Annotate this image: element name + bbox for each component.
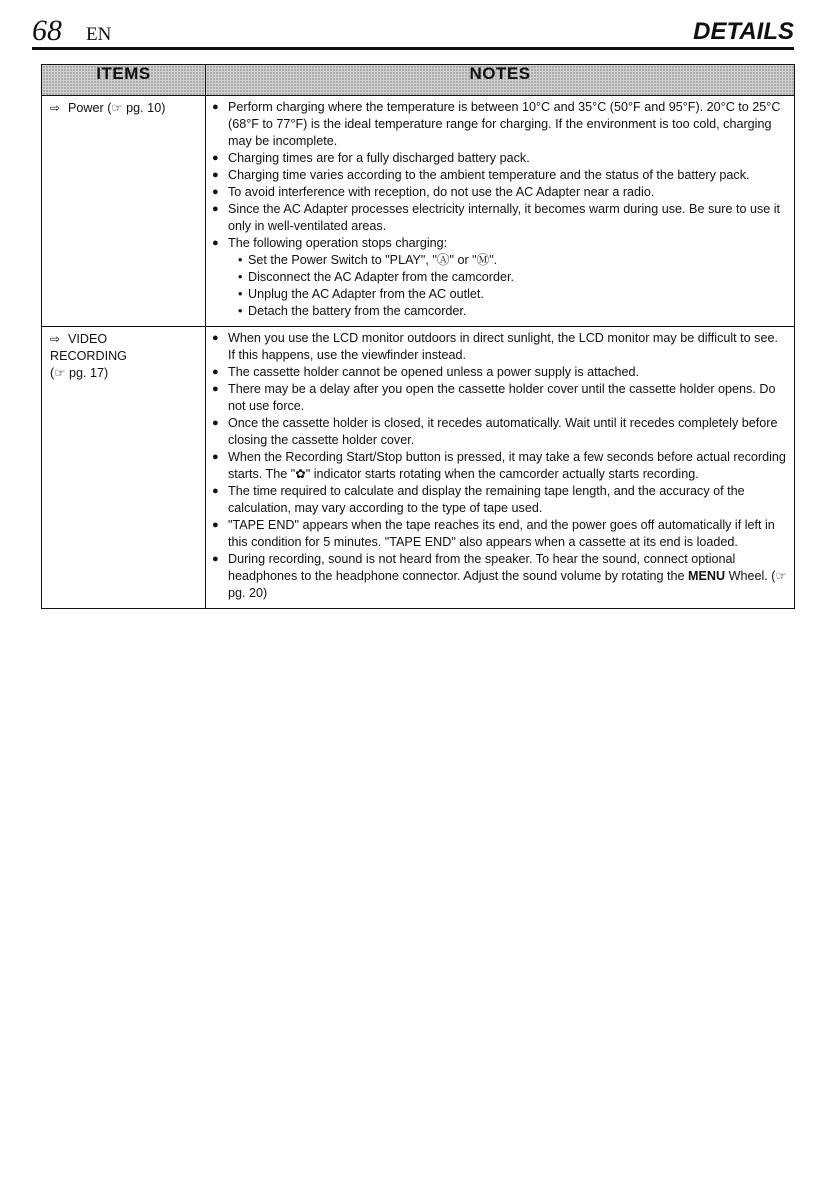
- note-text: During recording, sound is not heard from the speaker. To hear the sound, connect optional headphones to the headphone connector. Adjust the sound volume by rotating the: [228, 552, 736, 583]
- item-cell: [42, 96, 206, 327]
- notes-column-header: NOTES: [206, 65, 795, 96]
- language-label: EN: [86, 24, 112, 45]
- menu-keyword: MENU: [688, 569, 726, 583]
- item-label: VIDEO: [68, 332, 108, 346]
- sub-note-item: • Detach the battery from the camcorder.: [228, 303, 788, 320]
- notes-list: [212, 330, 788, 602]
- section-title: DETAILS: [693, 18, 794, 45]
- arrow-icon: ⇨: [50, 332, 61, 346]
- sub-note-item: • Unplug the AC Adapter from the AC outlet.: [228, 286, 788, 303]
- note-item: ● The cassette holder cannot be opened unless a power supply is attached.: [212, 364, 788, 381]
- sub-notes-list: [228, 252, 788, 320]
- note-item: ● Once the cassette holder is closed, it recedes automatically. Wait until it recedes completely before closing the cassette holder cover.: [212, 415, 788, 449]
- note-item: ● Perform charging where the temperature is between 10°C and 35°C (50°F and 95°F). 20°C to 25°C (68°F to 77°F) is the ideal temperature range for charging. If the environment is too cold, charging may be incomplete.: [212, 99, 788, 150]
- arrow-icon: ⇨: [50, 101, 61, 115]
- item-title: [50, 331, 199, 348]
- note-text: Wheel. (☞ pg. 20): [228, 569, 787, 600]
- header-rule: [32, 47, 794, 50]
- note-item-menu-wheel: [212, 551, 788, 602]
- item-title: [50, 100, 199, 117]
- item-label: Power (☞ pg. 10): [68, 101, 166, 115]
- note-text: The following operation stops charging:: [228, 236, 448, 250]
- table-row-power: [42, 96, 795, 327]
- page-header: [32, 14, 794, 50]
- note-item: ● The time required to calculate and display the remaining tape length, and the accuracy of the calculation, may vary according to the type of tape used.: [212, 483, 788, 517]
- note-item: ● When the Recording Start/Stop button is pressed, it may take a few seconds before actual recording starts. The "✿" indicator starts rotating when the camcorder actually starts recording.: [212, 449, 788, 483]
- item-cell: [42, 327, 206, 609]
- sub-note-item: • Set the Power Switch to "PLAY", "Ⓐ" or "Ⓜ".: [228, 252, 788, 269]
- item-title-line: RECORDING: [50, 349, 127, 363]
- note-item: ● Charging times are for a fully discharged battery pack.: [212, 150, 788, 167]
- table-header-row: [42, 65, 795, 96]
- notes-cell: [206, 96, 795, 327]
- items-column-header: ITEMS: [42, 65, 206, 96]
- notes-cell: [206, 327, 795, 609]
- note-item: ● To avoid interference with reception, do not use the AC Adapter near a radio.: [212, 184, 788, 201]
- note-item: ● Since the AC Adapter processes electricity internally, it becomes warm during use. Be sure to use it only in well-ventilated areas.: [212, 201, 788, 235]
- note-item: ● There may be a delay after you open the cassette holder cover until the cassette holder opens. Do not use force.: [212, 381, 788, 415]
- note-item: ● Charging time varies according to the ambient temperature and the status of the battery pack.: [212, 167, 788, 184]
- note-item-with-sublist: [212, 235, 788, 320]
- table-row-video-recording: [42, 327, 795, 609]
- sub-note-item: • Disconnect the AC Adapter from the camcorder.: [228, 269, 788, 286]
- item-page-ref: (☞ pg. 17): [50, 366, 109, 380]
- note-item: ● When you use the LCD monitor outdoors in direct sunlight, the LCD monitor may be difficult to see. If this happens, use the viewfinder instead.: [212, 330, 788, 364]
- notes-list: [212, 99, 788, 320]
- details-table: [41, 64, 795, 609]
- note-item: ● "TAPE END" appears when the tape reaches its end, and the power goes off automatically if left in this condition for 5 minutes. "TAPE END" also appears when a cassette at its end is loaded.: [212, 517, 788, 551]
- page-number: 68: [32, 14, 62, 47]
